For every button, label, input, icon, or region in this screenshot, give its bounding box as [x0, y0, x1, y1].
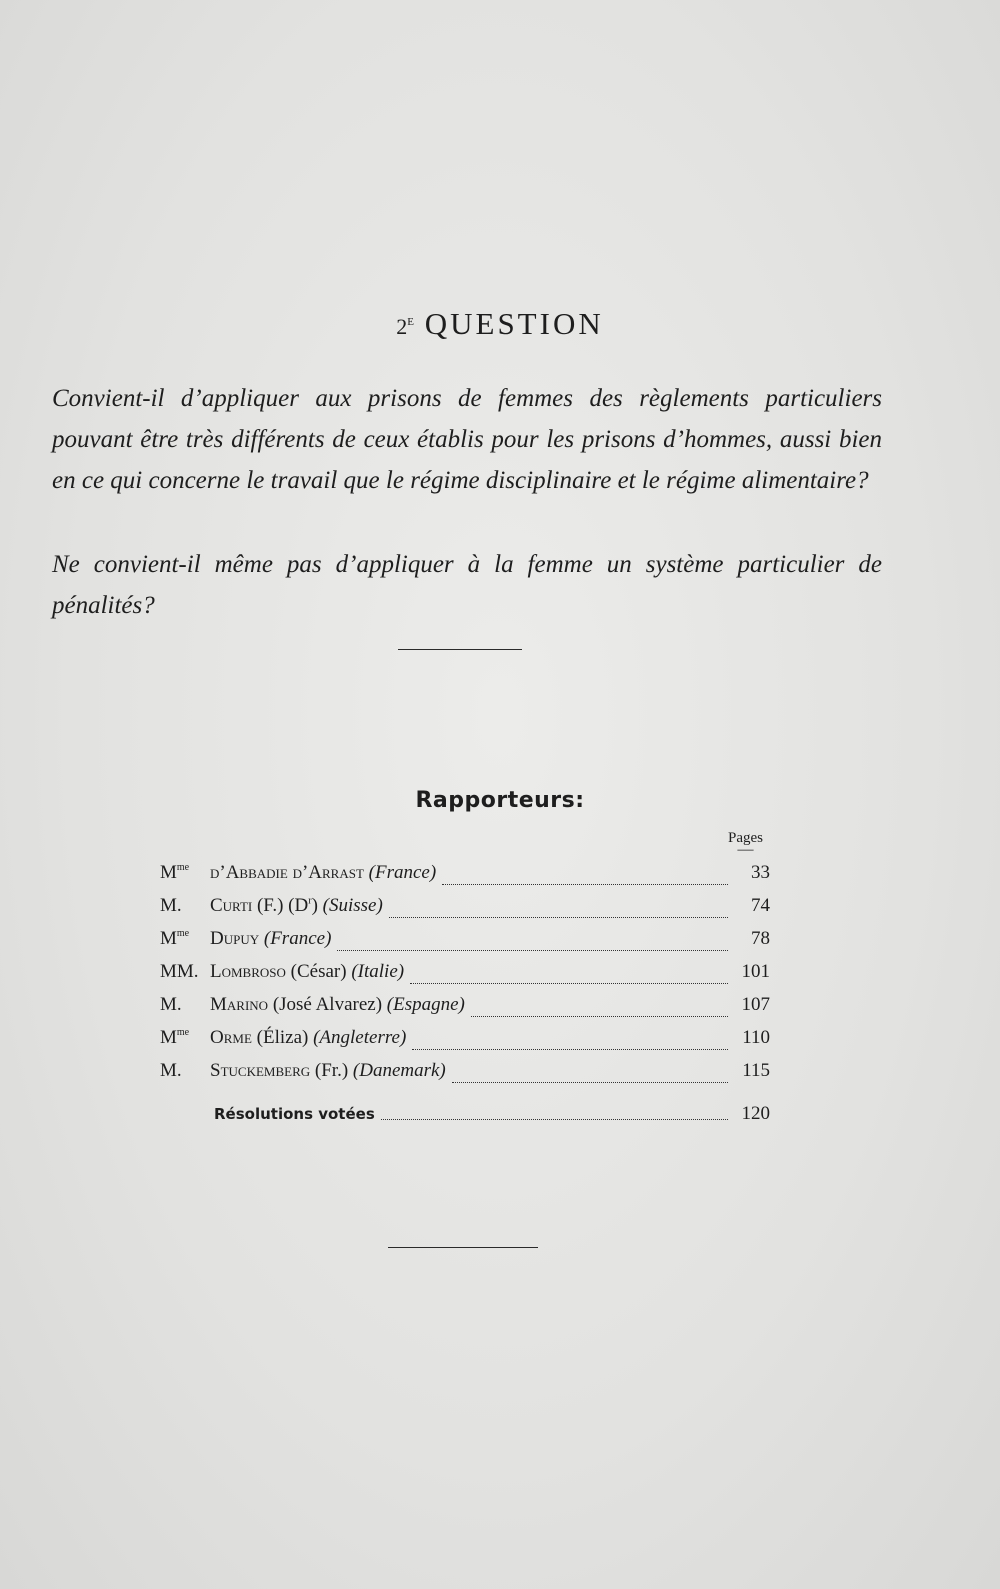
list-item: MM. Lombroso (César) (Italie) 101	[160, 961, 770, 982]
question-title	[0, 306, 1000, 342]
page-number: 107	[741, 994, 770, 1015]
question-heading: QUESTION	[424, 306, 604, 341]
rapporteur-detail: (F.) $(D^r)$	[256, 895, 318, 916]
rapporteur-country: (France)	[368, 862, 437, 883]
rapporteur-country: (France)	[263, 928, 332, 949]
rapporteur-detail: (Fr.)	[314, 1060, 349, 1081]
divider-rule-bottom	[388, 1247, 538, 1248]
rapporteur-name: Dupuy	[210, 928, 260, 949]
list-item: $M^{me}$ d’Abbadie d’Arrast (France) 33	[160, 862, 770, 883]
question-ordinal: $2^E$	[396, 314, 414, 339]
rapporteurs-heading: Rapporteurs:	[415, 788, 585, 813]
dot-leader	[452, 1082, 728, 1083]
rapporteur-name: Stuckemberg	[210, 1060, 311, 1081]
rapporteur-detail: (Éliza)	[256, 1027, 309, 1048]
rapporteur-detail: (César)	[290, 961, 347, 982]
page-number: 115	[742, 1060, 770, 1081]
dot-leader	[471, 1016, 728, 1017]
list-item: M. Curti (F.) $(D^r)$ (Suisse) 74	[160, 895, 770, 916]
page-number: 120	[741, 1103, 770, 1124]
question-text-2: Ne convient-il même pas d’appliquer à la femme un système particulier de pénalités?	[52, 551, 882, 619]
rapporteur-country: (Espagne)	[386, 994, 465, 1015]
dot-leader	[381, 1119, 728, 1120]
dot-leader	[412, 1049, 728, 1050]
rapporteur-country: (Italie)	[351, 961, 405, 982]
rapporteur-country: (Angleterre)	[313, 1027, 407, 1048]
page-number: 110	[742, 1027, 770, 1048]
rapporteur-country: (Suisse)	[322, 895, 383, 916]
rapporteur-detail: (José Alvarez)	[272, 994, 383, 1015]
page-number: 78	[751, 928, 770, 949]
dot-leader	[410, 983, 728, 984]
divider-rule-top	[398, 649, 522, 650]
dot-leader	[442, 884, 728, 885]
page-number: 33	[751, 862, 770, 883]
rapporteurs-list	[160, 862, 770, 1093]
rapporteur-name: d’Abbadie d’Arrast	[210, 862, 364, 883]
list-item: $M^{me}$ Dupuy (France) 78	[160, 928, 770, 949]
pages-column-header	[728, 830, 763, 858]
rapporteur-name: Lombroso	[210, 961, 286, 982]
rapporteur-name: Marino	[210, 994, 269, 1015]
resolutions-row	[214, 1103, 770, 1125]
page-number: 101	[741, 961, 770, 982]
pages-label: Pages	[728, 830, 763, 846]
dot-leader	[337, 950, 728, 951]
rapporteur-name: Curti	[210, 895, 253, 916]
dot-leader	[389, 917, 728, 918]
list-item: M. Marino (José Alvarez) (Espagne) 107	[160, 994, 770, 1015]
page-number: 74	[751, 895, 770, 916]
list-item: M. Stuckemberg (Fr.) (Danemark) 115	[160, 1060, 770, 1081]
rapporteur-name: Orme	[210, 1027, 252, 1048]
pages-dash: —	[737, 841, 754, 858]
list-item: $M^{me}$ Orme (Éliza) (Angleterre) 110	[160, 1027, 770, 1048]
resolutions-label: Résolutions votées	[214, 1105, 375, 1123]
question-text-1: Convient-il d’appliquer aux prisons de femmes des règlements particuliers pouvant être très différents de ceux établis pour les prisons d’hommes, aussi bien en ce qui concerne le travail que le régime disciplinaire et le régime alimentaire?	[52, 385, 882, 494]
rapporteur-country: (Danemark)	[352, 1060, 446, 1081]
